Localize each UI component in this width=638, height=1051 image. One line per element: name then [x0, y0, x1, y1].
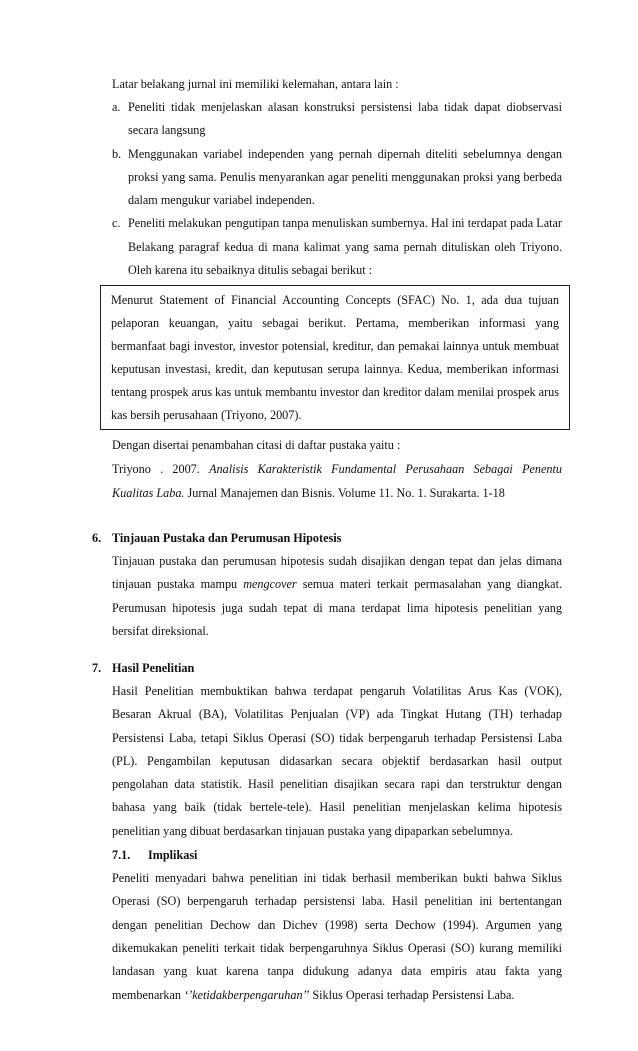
emphasis-text: mengcover [243, 577, 297, 592]
intro-lead: Latar belakang jurnal ini memiliki kelemahan, antara lain : [112, 77, 399, 91]
emphasis-text: ‘’ketidakberpengaruhan’’ [184, 987, 310, 1002]
quote-box: Menurut Statement of Financial Accounting Concepts (SFAC) No. 1, ada dua tujuan pelaporan keuangan, yaitu sebagai berikut. Pertama, memberikan informasi yang bermanfaat bagi investor, investor potensial, kreditur, dan pemakai lainnya untuk membuat keputusan investasi, kredit, dan keputusan serupa lainnya. Kedua, memberikan informasi tentang prospek arus kas untuk membantu investor dan kreditor dalam menilai prospek arus kas bersih perusahaan (Triyono, 2007). [100, 285, 570, 430]
list-text: Menggunakan variabel independen yang pernah dipernah diteliti sebelumnya dengan proksi yang sama. Penulis menyarankan agar peneliti menggunakan proksi yang berbeda dalam mengukur variabel independen. [128, 146, 562, 208]
subsection-body [112, 867, 562, 1007]
intro-section [112, 73, 562, 282]
section-6 [92, 526, 562, 643]
list-item [112, 143, 562, 213]
list-item [112, 212, 562, 282]
subsection-text: Siklus Operasi terhadap Persistensi Laba. [312, 987, 515, 1002]
section-body [112, 550, 562, 643]
citation-title-cont: Kualitas Laba. [112, 486, 185, 500]
subsection-number: 7.1. [112, 848, 131, 863]
section-body [112, 680, 562, 1007]
citation-journal: Jurnal Manajemen dan Bisnis. Volume 11. No. 1. Surakarta. 1-18 [187, 486, 505, 500]
list-marker: a. [112, 100, 121, 114]
subsection-heading [112, 843, 562, 867]
section-number: 7. [92, 661, 102, 675]
list-marker: b. [112, 146, 122, 161]
citation-title: Analisis Karakteristik Fundamental Perusahaan Sebagai Penentu [209, 462, 562, 476]
section-number: 6. [92, 531, 102, 545]
section-text: Hasil Penelitian membuktikan bahwa terdapat pengaruh Volatilitas Arus Kas (VOK), Besaran Akrual (BA), Volatilitas Penjualan (VP) ada Tingkat Hutang (TH) terhadap Persistensi Laba, tetapi Siklus Operasi (SO) tidak berpengaruh terhadap Persistensi Laba (PL). Pengambilan keputusan didasarkan secara objektif berdasarkan hasil output pengolahan data statistik. Hasil penelitian disajikan secara rapi dan terstruktur dengan bahasa yang baik (tidak bertele-tele). Hasil penelitian menjelaskan kelima hipotesis penelitian yang dibuat berdasarkan tinjauan pustaka yang dipaparkan sebelumnya. [112, 684, 562, 838]
weakness-list [112, 96, 562, 282]
section-title: Tinjauan Pustaka dan Perumusan Hipotesis [112, 531, 342, 545]
section-title: Hasil Penelitian [112, 661, 195, 675]
citation-block [112, 433, 562, 505]
citation-author-year: Triyono . 2007. [112, 462, 200, 476]
list-item [112, 96, 562, 143]
list-text: Peneliti melakukan pengutipan tanpa menuliskan sumbernya. Hal ini terdapat pada Latar Belakang paragraf kedua di mana kalimat yang sama pernah dituliskan oleh Triyono. Oleh karena itu sebaiknya ditulis sebagai berikut : [128, 216, 562, 278]
section-text: semua materi terkait permasalahan yang diangkat. Perumusan hipotesis juga sudah tepat di mana terdapat lima hipotesis penelitian yang bersifat direksional. [112, 577, 563, 638]
subsection-text: Peneliti menyadari bahwa penelitian ini tidak berhasil memberikan bukti bahwa Siklus Operasi (SO) berpengaruh terhadap persistensi laba. Hasil penelitian ini bertentangan dengan penelitian Dechow dan Dichev (1998) serta Dechow (1994). Argumen yang dikemukakan peneliti terkait tidak berpengaruhnya Siklus Operasi (SO) kurang memiliki landasan yang kuat karena tanpa didukung adanya data empiris atau fakta yang membenarkan [112, 871, 562, 1002]
citation-line-1 [112, 457, 562, 481]
section-7 [92, 656, 562, 1007]
list-text: Peneliti tidak menjelaskan alasan konstruksi persistensi laba tidak dapat diobservasi secara langsung [128, 100, 562, 138]
section-text: Tinjauan pustaka dan perumusan hipotesis sudah disajikan dengan tepat dan jelas dimana tinjauan pustaka mampu [112, 554, 562, 592]
section-heading [92, 526, 562, 550]
subsection-title: Implikasi [148, 848, 198, 863]
citation-lead: Dengan disertai penambahan citasi di daftar pustaka yaitu : [112, 438, 401, 452]
list-marker: c. [112, 216, 121, 231]
section-heading [92, 656, 562, 680]
citation-line-2 [112, 481, 562, 505]
